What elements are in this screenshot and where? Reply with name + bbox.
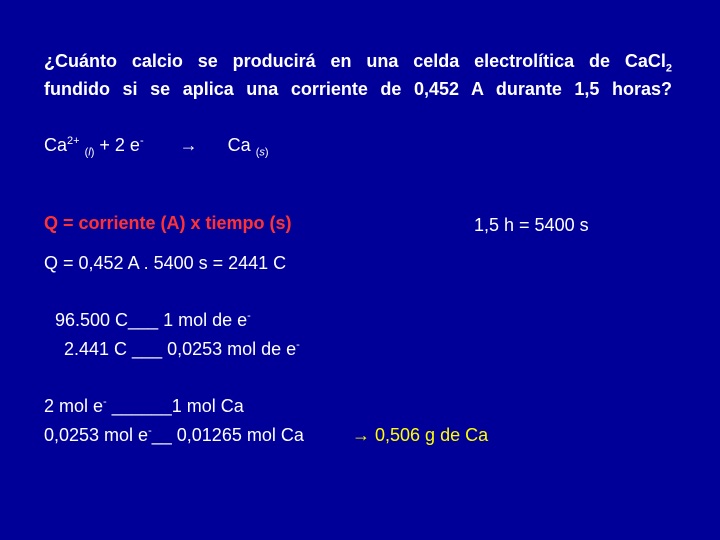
reaction-arrow: → (179, 135, 198, 155)
question-line-1-text: ¿Cuánto calcio se producirá en una celda electrolítica de CaCl (44, 51, 666, 71)
question-line-2: fundido si se aplica una corriente de 0,452 A durante 1,5 horas? (44, 79, 672, 99)
charge-definition: Q = corriente (A) x tiempo (s) (44, 213, 292, 233)
result-arrow-icon: → (352, 425, 370, 445)
proportion-1-row-1: 96.500 C___ 1 mol de e- (55, 310, 251, 330)
reactant-state: (l) (84, 146, 95, 159)
final-result (352, 426, 488, 444)
electron-charge: - (139, 135, 144, 147)
reactant: Ca (44, 135, 68, 155)
proportion-2-row-2: 0,0253 mol e-__ 0,01265 mol Ca (44, 425, 304, 445)
product-state: (s) (255, 146, 269, 159)
time-conversion: 1,5 h = 5400 s (474, 215, 589, 235)
proportion-2-row-1: 2 mol e- ______1 mol Ca (44, 396, 244, 416)
reaction-equation (44, 135, 269, 159)
product: Ca (227, 135, 251, 155)
charge-calculation: Q = 0,452 A . 5400 s = 2441 C (44, 253, 287, 273)
reactant-charge: 2+ (67, 135, 80, 147)
result-text: 0,506 g de Ca (375, 425, 489, 445)
electrons-term: + 2 e (99, 135, 140, 155)
question-subscript: 2 (665, 62, 672, 75)
proportion-1-row-2: 2.441 C ___ 0,0253 mol de e- (64, 339, 300, 359)
question-line-1 (44, 51, 672, 75)
